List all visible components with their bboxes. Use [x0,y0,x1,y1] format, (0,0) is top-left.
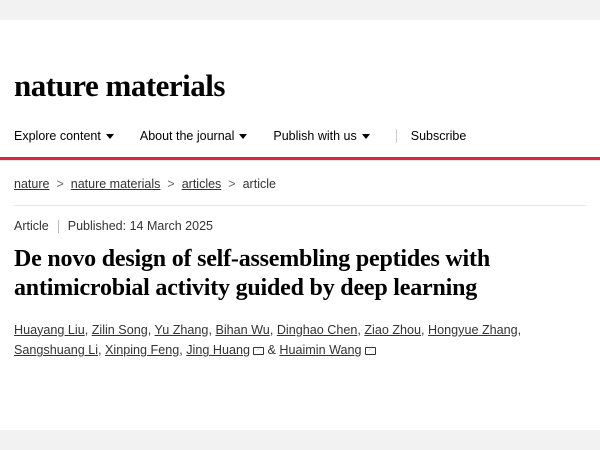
author-name[interactable]: Yu Zhang [154,322,209,337]
author-name[interactable]: Xinping Feng [105,343,180,358]
breadcrumb-item-nature-materials[interactable]: nature materials [70,177,161,191]
nav-item-label: Explore content [14,129,101,143]
envelope-icon[interactable] [365,347,376,355]
author-separator: , [421,322,429,337]
author-name[interactable]: Dinghao Chen [276,322,358,337]
envelope-icon[interactable] [253,347,264,355]
breadcrumb-separator: > [167,177,175,191]
author-separator: , [357,322,365,337]
author-separator: , [98,343,106,358]
nav-item-subscribe[interactable] [396,129,467,143]
masthead [0,20,600,101]
author-separator: , [84,322,92,337]
main-navigation [0,121,600,151]
author-separator: , [269,322,277,337]
breadcrumb-item-articles[interactable]: articles [181,177,222,191]
breadcrumb-separator: > [228,177,236,191]
article-meta [0,206,600,233]
author-separator: , [179,343,187,358]
author-name[interactable]: Sangshuang Li [14,343,99,358]
author-separator: , [208,322,216,337]
author-name[interactable]: Zilin Song [91,322,148,337]
journal-logo[interactable]: nature materials [14,68,225,103]
breadcrumb-item-nature[interactable]: nature [14,177,50,191]
meta-divider [58,220,59,233]
nav-item-about-the-journal[interactable] [140,129,248,143]
author-name[interactable]: Jing Huang [186,343,250,358]
breadcrumb-current: article [242,177,276,191]
article-type: Article [14,219,49,233]
publication-date: Published: 14 March 2025 [67,219,213,233]
author-separator: , [147,322,155,337]
author-separator: , [517,322,522,337]
nav-item-label: Publish with us [273,129,357,143]
nav-item-label: About the journal [139,129,235,143]
author-name[interactable]: Bihan Wu [215,322,270,337]
chevron-down-icon [362,134,370,139]
author-name[interactable]: Huaimin Wang [279,343,362,358]
breadcrumb-separator: > [56,177,64,191]
author-name[interactable]: Ziao Zhou [364,322,422,337]
author-name[interactable]: Huayang Liu [14,322,85,337]
nav-item-label: Subscribe [410,129,467,143]
chevron-down-icon [239,134,247,139]
chevron-down-icon [106,134,114,139]
page-title: De novo design of self-assembling peptides with antimicrobial activity guided by deep learning [14,246,490,302]
author-name[interactable]: Hongyue Zhang [428,322,518,337]
nav-item-publish-with-us[interactable] [273,129,369,143]
nav-item-explore-content[interactable] [14,129,114,143]
author-list [0,304,600,362]
author-separator: & [263,343,280,358]
article-page [0,20,600,430]
breadcrumb [0,161,600,191]
